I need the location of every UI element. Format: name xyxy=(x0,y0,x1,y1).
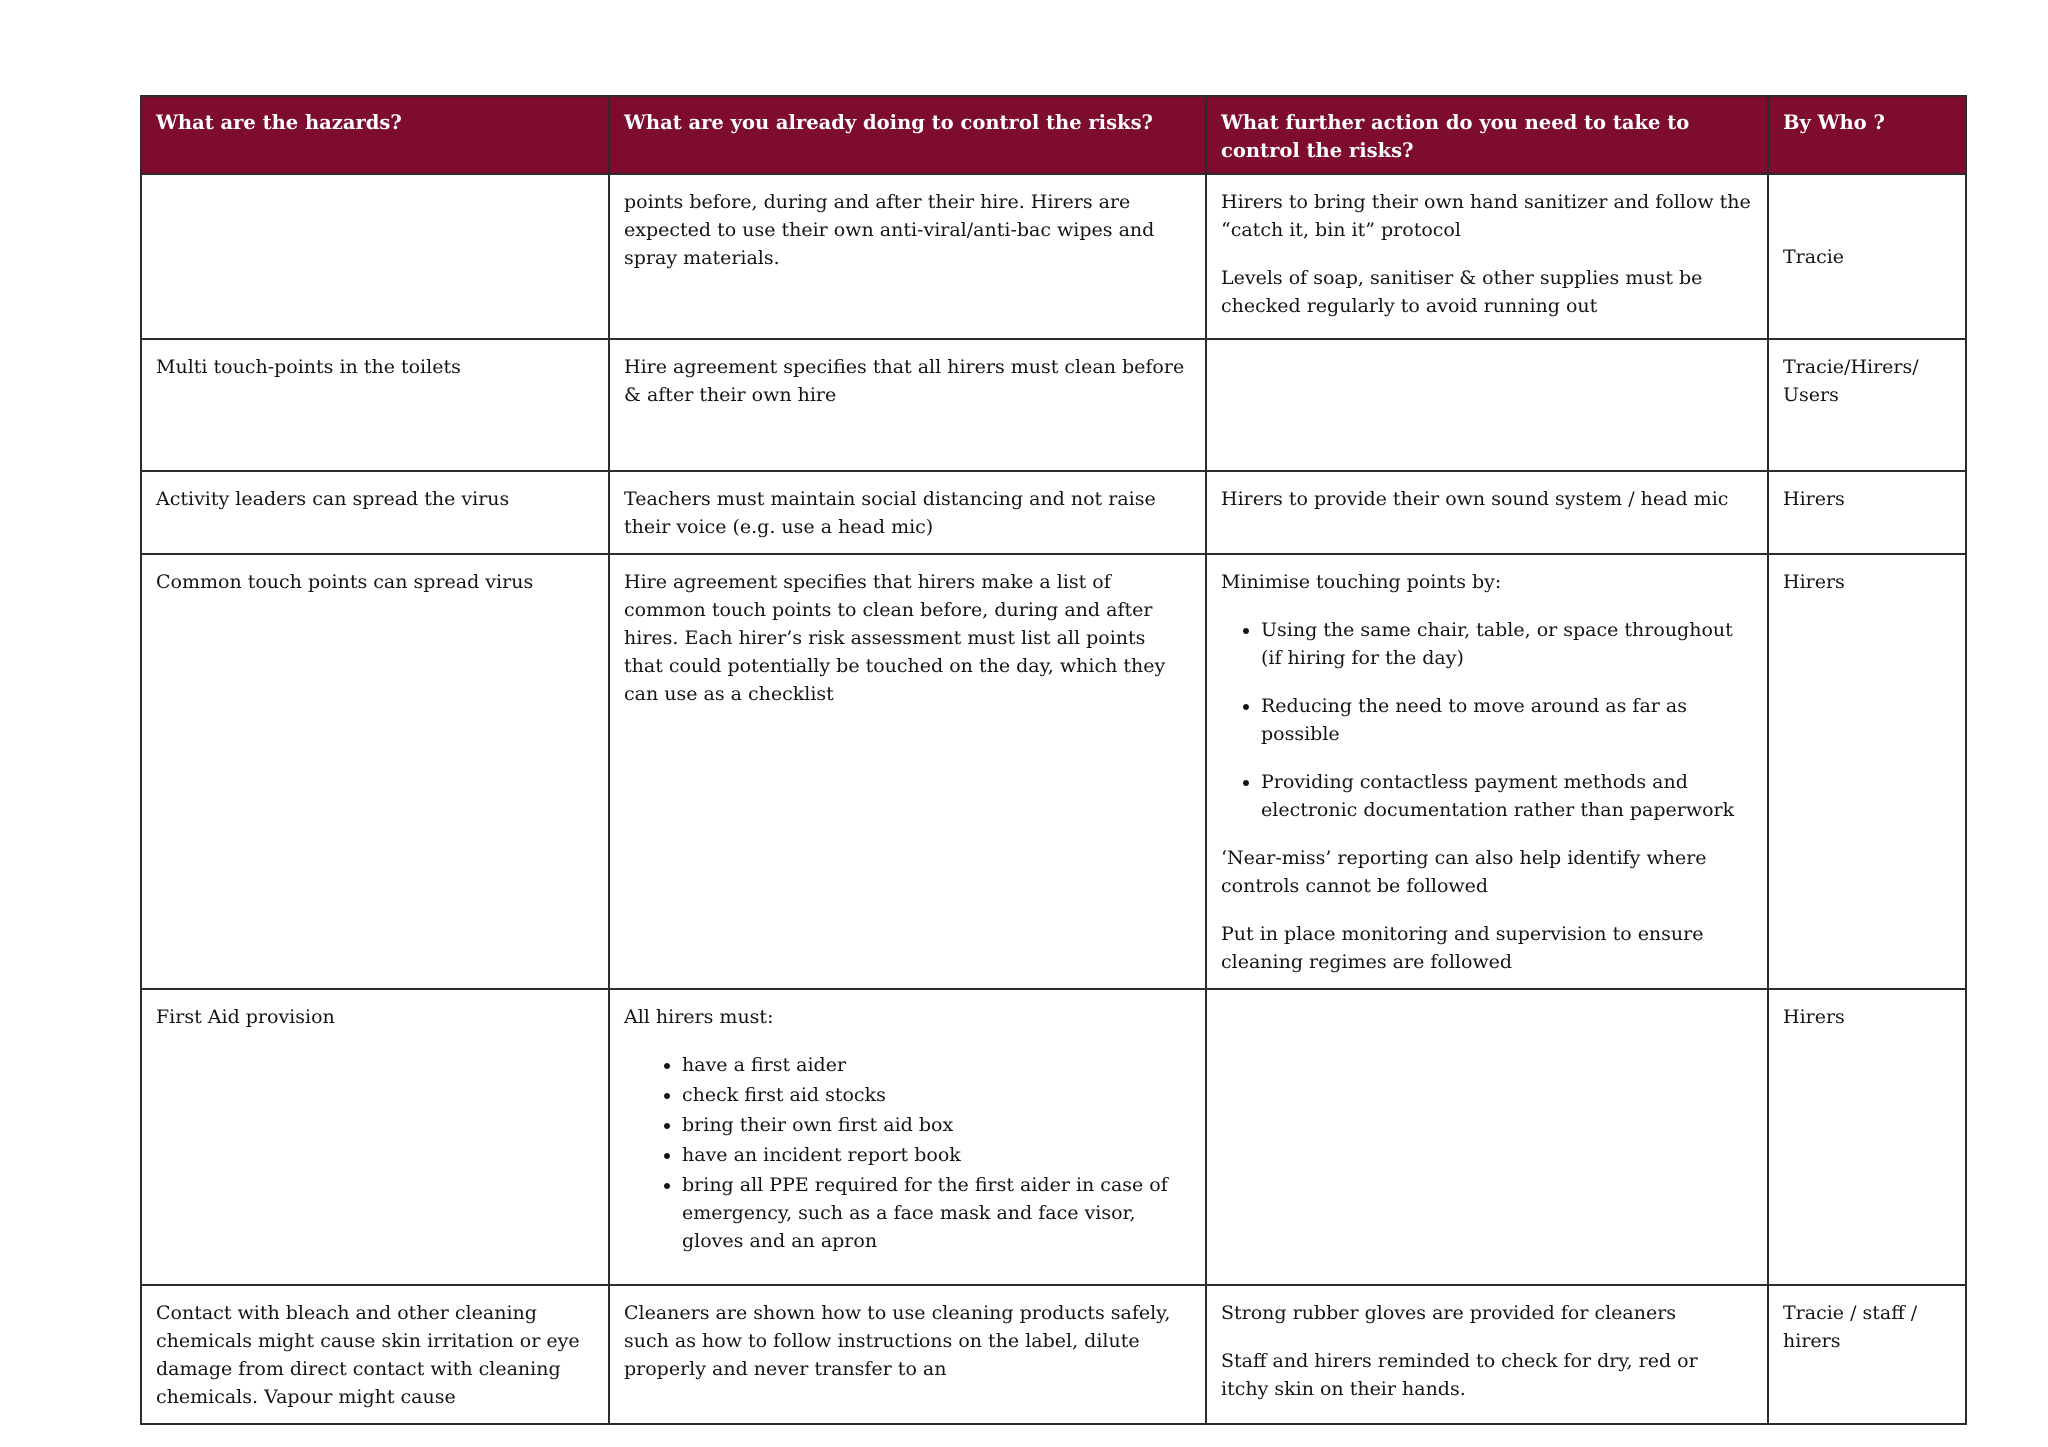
paragraph: Contact with bleach and other cleaning chemicals might cause skin irritation or eye damage from direct contact with cleaning chemicals. Vapour might cause xyxy=(156,1302,580,1408)
risk-assessment-table xyxy=(140,95,1967,1425)
header-row xyxy=(141,96,1966,174)
table-row xyxy=(141,339,1966,471)
paragraph: Activity leaders can spread the virus xyxy=(156,488,510,510)
paragraph: Hire agreement specifies that all hirers must clean before & after their own hire xyxy=(624,356,1185,406)
bullet-item: • Providing contactless payment methods and electronic documentation rather than paperwork xyxy=(1261,768,1751,824)
paragraph: Hirers to provide their own sound system / head mic xyxy=(1221,488,1729,510)
cell-hazards xyxy=(141,1285,609,1424)
cell-by-who xyxy=(1768,989,1966,1285)
cell-hazards xyxy=(141,989,609,1285)
bullet-item: • Reducing the need to move around as far as possible xyxy=(1261,692,1751,748)
cell-further-action xyxy=(1206,471,1768,554)
bullet-item: • bring all PPE required for the first aider in case of emergency, such as a face mask and face visor, gloves and an apron xyxy=(682,1171,1189,1255)
cell-by-who xyxy=(1768,339,1966,471)
table-row xyxy=(141,471,1966,554)
table-header xyxy=(141,96,1966,174)
bullet-item: • have a first aider xyxy=(682,1051,1189,1079)
cell-hazards xyxy=(141,339,609,471)
paragraph: ‘Near-miss’ reporting can also help identify where controls cannot be followed xyxy=(1221,847,1707,897)
paragraph: Cleaners are shown how to use cleaning products safely, such as how to follow instructions on the label, dilute properly and never transfer to an xyxy=(624,1302,1171,1380)
paragraph: Strong rubber gloves are provided for cleaners xyxy=(1221,1302,1677,1324)
bullet-item: • check first aid stocks xyxy=(682,1081,1189,1109)
cell-already-doing xyxy=(609,1285,1206,1424)
cell-further-action xyxy=(1206,339,1768,471)
paragraph: points before, during and after their hire. Hirers are expected to use their own anti-viral/anti-bac wipes and spray materials. xyxy=(624,191,1155,269)
who-text: Hirers xyxy=(1783,1006,1845,1028)
paragraph: All hirers must: xyxy=(624,1006,774,1028)
paragraph: Hire agreement specifies that hirers make a list of common touch points to clean before, during and after hires. Each hirer’s risk assessment must list all points that could potentially be touched on the day, which they can use as a checklist xyxy=(624,571,1166,705)
bullet-item: • have an incident report book xyxy=(682,1141,1189,1169)
paragraph: Multi touch-points in the toilets xyxy=(156,356,461,378)
cell-by-who xyxy=(1768,1285,1966,1424)
bullet-item: • bring their own first aid box xyxy=(682,1111,1189,1139)
who-text: Hirers xyxy=(1783,571,1845,593)
paragraph: Common touch points can spread virus xyxy=(156,571,534,593)
cell-hazards xyxy=(141,554,609,989)
cell-hazards xyxy=(141,174,609,339)
table-row xyxy=(141,174,1966,339)
table-body xyxy=(141,174,1966,1424)
who-text: Tracie/Hirers/ Users xyxy=(1783,356,1919,406)
paragraph: Hirers to bring their own hand sanitizer and follow the “catch it, bin it” protocol xyxy=(1221,191,1751,241)
cell-already-doing xyxy=(609,554,1206,989)
header-hazards: What are the hazards? xyxy=(141,96,609,174)
bullet-list xyxy=(1221,616,1751,824)
bullet-list xyxy=(624,1051,1189,1255)
who-text: Hirers xyxy=(1783,488,1845,510)
header-already-doing: What are you already doing to control the risks? xyxy=(609,96,1206,174)
cell-already-doing xyxy=(609,339,1206,471)
cell-by-who xyxy=(1768,174,1966,339)
paragraph: First Aid provision xyxy=(156,1006,335,1028)
cell-further-action xyxy=(1206,1285,1768,1424)
bullet-item: • Using the same chair, table, or space throughout (if hiring for the day) xyxy=(1261,616,1751,672)
cell-further-action xyxy=(1206,174,1768,339)
header-by-who: By Who ? xyxy=(1768,96,1966,174)
cell-by-who xyxy=(1768,471,1966,554)
cell-further-action xyxy=(1206,989,1768,1285)
cell-already-doing xyxy=(609,989,1206,1285)
paragraph: Levels of soap, sanitiser & other supplies must be checked regularly to avoid running out xyxy=(1221,267,1703,317)
cell-by-who xyxy=(1768,554,1966,989)
cell-further-action xyxy=(1206,554,1768,989)
paragraph: Minimise touching points by: xyxy=(1221,571,1502,593)
table-row xyxy=(141,989,1966,1285)
table-row xyxy=(141,554,1966,989)
who-text: Tracie xyxy=(1783,246,1845,268)
paragraph: Staff and hirers reminded to check for dry, red or itchy skin on their hands. xyxy=(1221,1350,1698,1400)
table-row xyxy=(141,1285,1966,1424)
cell-already-doing xyxy=(609,471,1206,554)
cell-already-doing xyxy=(609,174,1206,339)
header-further-action: What further action do you need to take to control the risks? xyxy=(1206,96,1768,174)
paragraph: Teachers must maintain social distancing and not raise their voice (e.g. use a head mic) xyxy=(624,488,1156,538)
cell-hazards xyxy=(141,471,609,554)
paragraph: Put in place monitoring and supervision to ensure cleaning regimes are followed xyxy=(1221,923,1704,973)
who-text: Tracie / staff / hirers xyxy=(1783,1302,1918,1352)
